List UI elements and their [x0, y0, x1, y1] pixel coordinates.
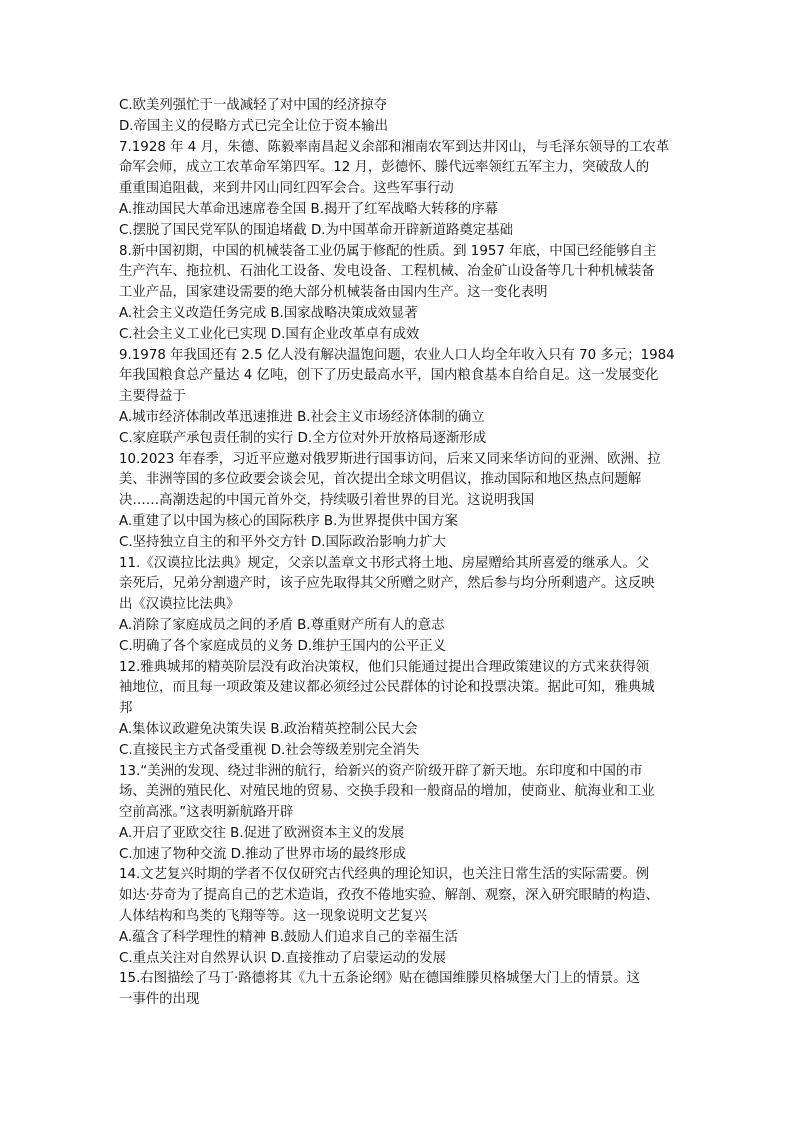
question-11-options-ab: A.消除了家庭成员之间的矛盾 B.尊重财产所有人的意志	[119, 617, 445, 633]
question-14-options-cd: C.重点关注对自然界认识 D.直接推动了启蒙运动的发展	[119, 950, 447, 966]
question-14-options-ab: A.蕴含了科学理性的精神 B.鼓励人们追求自己的幸福生活	[119, 929, 458, 945]
question-9-stem: 年我国粮食总产量达 4 亿吨，创下了历史最高水平，国内粮食基本自给自足。这一发展变化	[119, 368, 659, 384]
question-8-stem: 8.新中国初期，中国的机械装备工业仍属于修配的性质。到 1957 年底，中国已经能够自主	[119, 243, 657, 259]
question-8-options-ab: A.社会主义改造任务完成 B.国家战略决策成效显著	[119, 305, 418, 321]
question-8-stem: 工业产品，国家建设需要的绝大部分机械装备由国内生产。这一变化表明	[119, 285, 548, 301]
question-11-stem: 出《汉谟拉比法典》	[119, 597, 240, 613]
question-13-stem: 场、美洲的殖民化、对殖民地的贸易、交换手段和一般商品的增加，使商业、航海业和工业	[119, 784, 655, 800]
question-9-options-ab: A.城市经济体制改革迅速推进 B.社会主义市场经济体制的确立	[119, 409, 485, 425]
question-9-stem: 9.1978 年我国还有 2.5 亿人没有解决温饱问题，农业人口人均全年收入只有 70 多元；1984	[119, 347, 675, 363]
question-11-stem: 亲死后，兄弟分割遗产时，该子应先取得其父所赠之财产，然后参与均分所剩遗产。这反映	[119, 576, 655, 592]
question-7-stem: 命军会师，成立工农革命军第四军。12 月，彭德怀、滕代远率领红五军主力，突破敌人的	[119, 160, 650, 176]
question-10-stem: 美、非洲等国的多位政要会谈会见，首次提出全球文明倡议，推动国际和地区热点问题解	[119, 472, 642, 488]
question-10-options-ab: A.重建了以中国为核心的国际秩序 B.为世界提供中国方案	[119, 513, 458, 529]
question-14-stem: 14.文艺复兴时期的学者不仅仅研究古代经典的理论知识，也关注日常生活的实际需要。例	[119, 867, 650, 883]
question-12-stem: 邦	[119, 701, 133, 717]
question-11-stem: 11.《汉谟拉比法典》规定，父亲以盖章文书形式将土地、房屋赠给其所喜爱的继承人。父	[119, 555, 650, 571]
question-15-stem: 15.右图描绘了马丁·路德将其《九十五条论纲》贴在德国维滕贝格城堡大门上的情景。这	[119, 971, 641, 987]
question-9-stem: 主要得益于	[119, 389, 186, 405]
question-10-stem: 10.2023 年春季，习近平应邀对俄罗斯进行国事访问，后来又同来华访问的亚洲、欧洲、拉	[119, 451, 661, 467]
question-13-options-cd: C.加速了物种交流 D.推动了世界市场的最终形成	[119, 846, 406, 862]
question-14-stem: 人体结构和鸟类的飞翔等等。这一现象说明文艺复兴	[119, 909, 427, 925]
question-15-stem: 一事件的出现	[119, 992, 200, 1008]
question-13-options-ab: A.开启了亚欧交往 B.促进了欧洲资本主义的发展	[119, 825, 405, 841]
question-12-options-ab: A.集体议政避免决策失误 B.政治精英控制公民大会	[119, 721, 418, 737]
question-12-options-cd: C.直接民主方式备受重视 D.社会等级差别完全消失	[119, 742, 420, 758]
question-7-options-ab: A.推动国民大革命迅速席卷全国 B.揭开了红军战略大转移的序幕	[119, 201, 499, 217]
question-13-stem: 空前高涨。”这表明新航路开辟	[119, 805, 294, 821]
exam-page	[119, 96, 679, 1011]
question-7-stem: 重重围追阻截，来到井冈山同红四军会合。这些军事行动	[119, 181, 454, 197]
question-14-stem: 如达·芬奇为了提高自己的艺术造诣，孜孜不倦地实验、解剖、观察，深入研究眼睛的构造、	[119, 888, 659, 904]
question-9-options-cd: C.家庭联产承包责任制的实行 D.全方位对外开放格局逐渐形成	[119, 430, 487, 446]
question-12-stem: 12.雅典城邦的精英阶层没有政治决策权，他们只能通过提出合理政策建议的方式来获得领	[119, 659, 650, 675]
option-d: D.帝国主义的侵略方式已完全让位于资本输出	[119, 118, 388, 134]
question-13-stem: 13.“美洲的发现、绕过非洲的航行，给新兴的资产阶级开辟了新天地。东印度和中国的市	[119, 763, 643, 779]
question-10-options-cd: C.坚持独立自主的和平外交方针 D.国际政治影响力扩大	[119, 534, 447, 550]
question-7-stem: 7.1928 年 4 月，朱德、陈毅率南昌起义余部和湘南农军到达井冈山，与毛泽东领导的工农革	[119, 139, 670, 155]
question-10-stem: 决……高潮迭起的中国元首外交，持续吸引着世界的目光。这说明我国	[119, 493, 535, 509]
question-11-options-cd: C.明确了各个家庭成员的义务 D.维护王国内的公平正义	[119, 638, 447, 654]
question-7-options-cd: C.摆脱了国民党军队的围追堵截 D.为中国革命开辟新道路奠定基础	[119, 222, 513, 238]
option-c: C.欧美列强忙于一战减轻了对中国的经济掠夺	[119, 98, 388, 113]
question-12-stem: 袖地位，而且每一项政策及建议都必须经过公民群体的讨论和投票决策。据此可知，雅典城	[119, 680, 655, 696]
question-8-stem: 生产汽车、拖拉机、石油化工设备、发电设备、工程机械、冶金矿山设备等几十种机械装备	[119, 264, 655, 280]
question-8-options-cd: C.社会主义工业化已实现 D.国有企业改革卓有成效	[119, 326, 420, 342]
